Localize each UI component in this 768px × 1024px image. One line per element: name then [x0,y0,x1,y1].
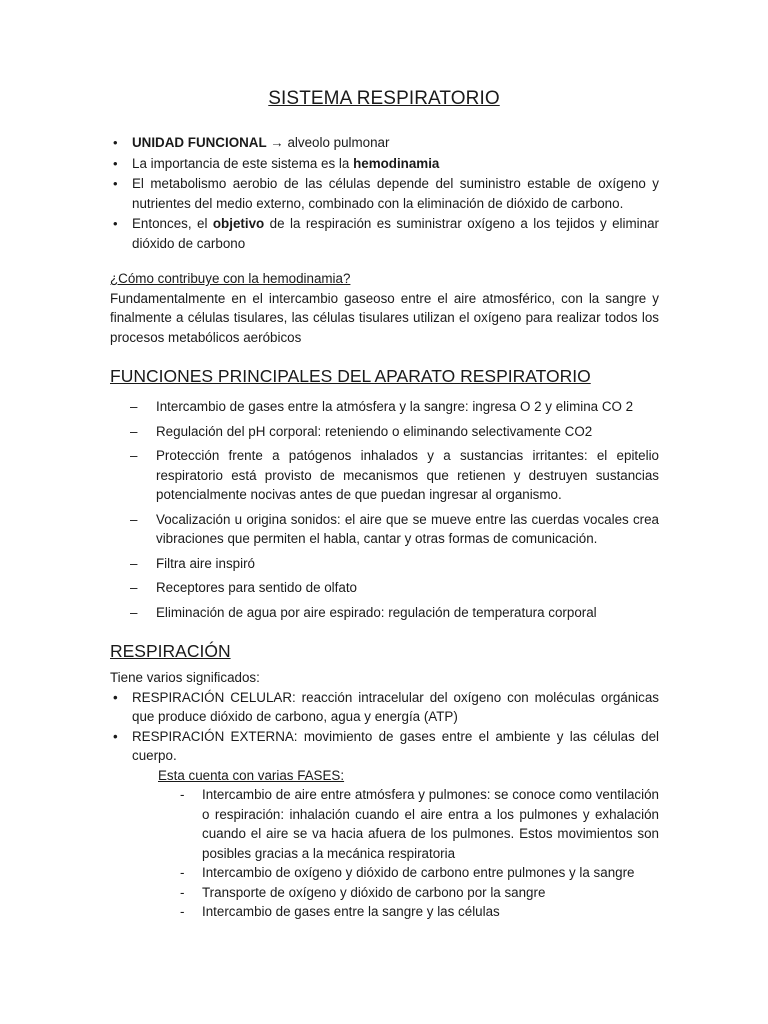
item-text: Receptores para sentido de olfato [156,580,357,595]
bullet-icon: • [113,728,118,744]
fases-list [180,785,659,922]
item-text: Transporte de oxígeno y dióxido de carbono por la sangre [202,884,546,900]
list-item [130,554,659,574]
list-item [110,688,659,727]
respiration-heading: RESPIRACIÓN [110,641,231,661]
list-item [110,133,659,153]
dash-icon: – [130,555,138,571]
item-text: Eliminación de agua por aire espirado: regulación de temperatura corporal [156,604,597,620]
list-item [130,603,659,623]
dash-icon: – [130,448,138,463]
list-item [180,883,659,903]
bullet-icon: • [113,155,118,171]
list-item [180,902,659,922]
respiration-section [110,668,659,922]
dash-icon: - [180,787,185,802]
item-text: Filtra aire inspiró [156,555,255,571]
intro-list [110,133,659,254]
page-title: SISTEMA RESPIRATORIO [268,88,500,109]
dash-icon: – [130,511,138,527]
dash-icon: – [130,604,138,620]
functions-heading: FUNCIONES PRINCIPALES DEL APARATO RESPIRATORIO [110,366,591,386]
dash-icon: - [180,904,185,919]
dash-icon: – [130,399,138,414]
item-text: Vocalización u origina sonidos: el aire que se mueve entre las cuerdas vocales crea vibraciones que permiten el habla, cantar y otras formas de comunicación. [156,511,659,546]
item-prefix: El metabolismo aerobio de las células depende del suministro estable de oxígeno y nutrientes del medio externo, combinado con la eliminación de dióxido de carbono. [132,176,659,211]
list-item [110,214,659,253]
bullet-icon: • [113,135,118,150]
item-text: Intercambio de oxígeno y dióxido de carbono entre pulmones y la sangre [202,865,635,880]
item-text: RESPIRACIÓN EXTERNA: movimiento de gases entre el ambiente y las células del cuerpo. [132,728,659,763]
dash-icon: - [180,884,185,900]
dash-icon: – [130,423,138,439]
respiration-intro: Tiene varios significados: [110,670,260,685]
item-strong: objetivo [212,216,265,231]
item-text: Protección frente a patógenos inhalados y a sustancias irritantes: el epitelio respiratorio está provisto de mecanismos que retienen y destruyen sustancias potencialmente nocivas antes de que puedan ingresar al organismo. [156,448,659,502]
item-text: Intercambio de gases entre la atmósfera y la sangre: ingresa O 2 y elimina CO 2 [156,399,634,414]
question-title: ¿Cómo contribuye con la hemodinamia? [110,271,351,286]
list-item [130,578,659,598]
item-strong: UNIDAD FUNCIONAL [132,135,267,150]
bullet-icon: • [113,216,118,231]
list-item [130,422,659,442]
list-item [130,446,659,505]
item-text: RESPIRACIÓN CELULAR: reacción intracelular del oxígeno con moléculas orgánicas que produce dióxido de carbono, agua y energía (ATP) [132,689,659,724]
list-item [180,785,659,863]
dash-icon: – [130,580,138,595]
list-item [110,174,659,213]
functions-list [130,397,659,627]
item-prefix: La importancia de este sistema es la [132,155,354,171]
question-section [110,269,659,347]
item-text: Intercambio de aire entre atmósfera y pulmones: se conoce como ventilación o respiración: inhalación cuando el aire entra a los pulmones y exhalación cuando el aire se va hacia afuera de los pulmones. Estos movimientos son posibles gracias a la mecánica respiratoria [202,787,659,861]
fases-title: Esta cuenta con varias FASES: [158,767,345,783]
bullet-icon: • [113,689,118,705]
list-item [110,727,659,766]
list-item [130,397,659,417]
question-answer: Fundamentalmente en el intercambio gaseoso entre el aire atmosférico, con la sangre y finalmente a células tisulares, las células tisulares utilizan el oxígeno para realizar todos los procesos metabólicos aeróbicos [110,290,659,345]
bullet-icon: • [113,176,118,191]
item-rest: de la respiración es suministrar oxígeno a los tejidos y eliminar dióxido de carbono [132,216,659,251]
item-strong: hemodinamia [353,155,440,171]
list-item [130,510,659,549]
item-text: Regulación del pH corporal: reteniendo o eliminando selectivamente CO2 [156,423,593,439]
dash-icon: - [180,865,185,880]
list-item [110,154,659,174]
item-prefix: Entonces, el [132,216,213,231]
respiration-list [110,688,659,766]
item-rest: → alveolo pulmonar [266,135,390,150]
list-item [180,863,659,883]
item-text: Intercambio de gases entre la sangre y las células [202,904,500,919]
